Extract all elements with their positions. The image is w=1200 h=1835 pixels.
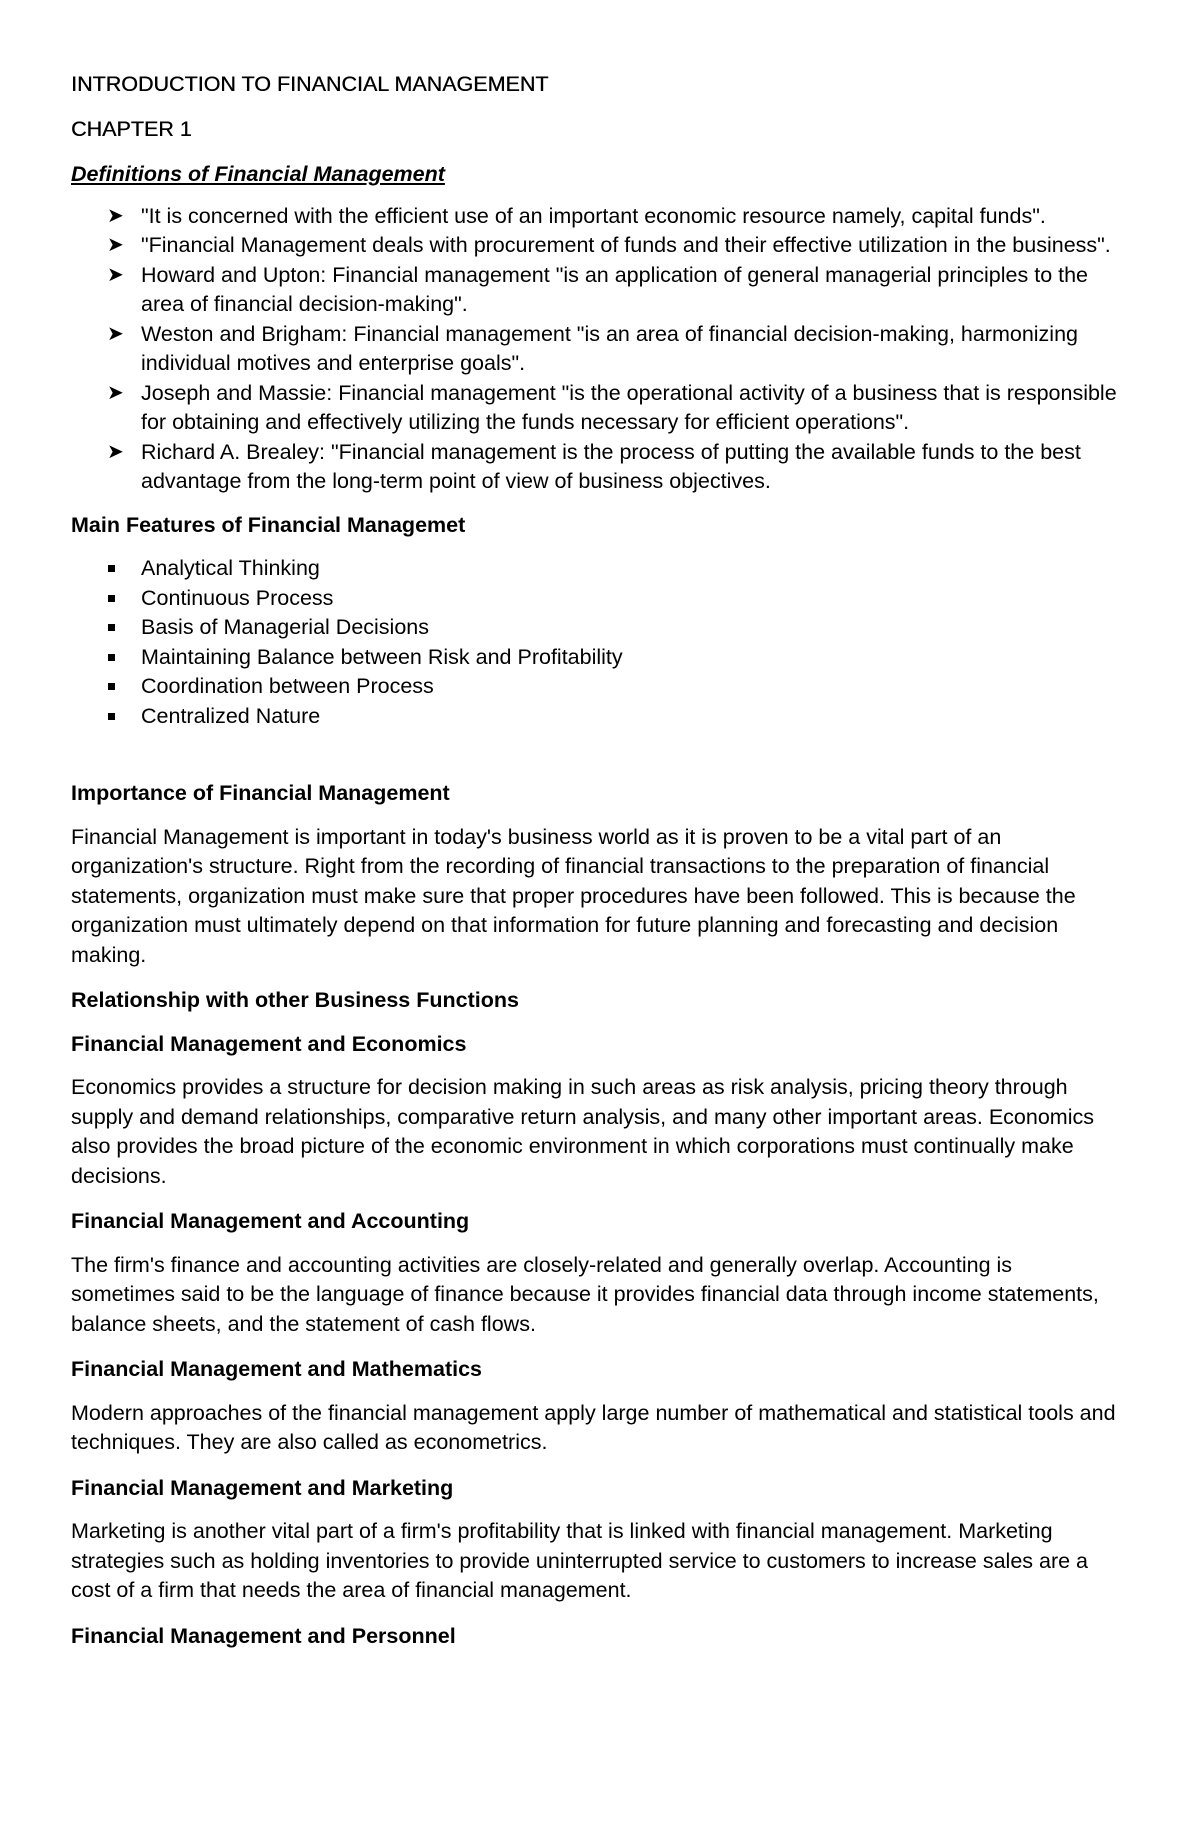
accounting-paragraph: The firm's finance and accounting activities are closely-related and generally overlap. Accounting is sometimes said to be the language of finance because it provides financial data through income statements, balance sheets, and the statement of cash flows.: [71, 1252, 1099, 1336]
accounting-heading: Financial Management and Accounting: [71, 1209, 470, 1233]
definitions-heading: Definitions of Financial Management: [71, 162, 445, 186]
list-item: Maintaining Balance between Risk and Profitability: [71, 643, 1120, 673]
square-bullet-icon: [108, 624, 115, 631]
marketing-paragraph: Marketing is another vital part of a firm's profitability that is linked with financial management. Marketing strategies such as holding inventories to provide uninterrupted service to customers to increase sales are a cost of a firm that needs the area of financial management.: [71, 1519, 1089, 1602]
list-item: Coordination between Process: [71, 672, 1120, 702]
chapter-label: CHAPTER 1: [71, 117, 192, 141]
square-bullet-icon: [108, 713, 115, 720]
square-bullet-icon: [108, 654, 115, 661]
list-item: Continuous Process: [71, 584, 1120, 614]
personnel-heading: Financial Management and Personnel: [71, 1623, 456, 1648]
list-item: ➤ Richard A. Brealey: "Financial management is the process of putting the available funds to the best advantage from the long-term point of view of business objectives.: [107, 439, 1081, 493]
mathematics-paragraph: Modern approaches of the financial management apply large number of mathematical and statistical tools and techniques. They are also called as econometrics.: [71, 1400, 1116, 1454]
features-heading: Main Features of Financial Managemet: [71, 512, 466, 537]
list-item: Analytical Thinking: [71, 554, 1120, 584]
arrow-bullet-icon: ➤: [107, 381, 124, 404]
arrow-bullet-icon: ➤: [107, 322, 124, 345]
arrow-bullet-icon: ➤: [107, 263, 124, 286]
document-title: INTRODUCTION TO FINANCIAL MANAGEMENT: [71, 72, 549, 96]
square-bullet-icon: [108, 565, 115, 572]
marketing-heading: Financial Management and Marketing: [71, 1475, 454, 1500]
economics-heading: Financial Management and Economics: [71, 1031, 467, 1056]
list-item: Basis of Managerial Decisions: [71, 613, 1120, 643]
arrow-bullet-icon: ➤: [107, 204, 124, 227]
mathematics-heading: Financial Management and Mathematics: [71, 1357, 482, 1381]
square-bullet-icon: [108, 595, 115, 602]
importance-heading: Importance of Financial Management: [71, 781, 450, 805]
economics-paragraph: Economics provides a structure for decision making in such areas as risk analysis, pricing theory through supply and demand relationships, comparative return analysis, and many other important areas. Economics also provides the broad picture of the economic environment in which corporations must continually make decisions.: [71, 1075, 1094, 1188]
features-list: [71, 554, 1120, 731]
arrow-bullet-icon: ➤: [107, 234, 124, 256]
importance-paragraph: Financial Management is important in today's business world as it is proven to be a vital part of an organization's structure. Right from the recording of financial transactions to the preparation of financial statements, organization must make sure that proper procedures have been followed. This is because the organization must ultimately depend on that information for future planning and forecasting and decision making.: [71, 824, 1076, 967]
relationship-heading: Relationship with other Business Functions: [71, 988, 519, 1012]
definitions-list: [71, 202, 1120, 497]
square-bullet-icon: [108, 683, 115, 690]
arrow-bullet-icon: ➤: [107, 440, 124, 463]
list-item: ➤ Weston and Brigham: Financial management "is an area of financial decision-making, harmonizing individual motives and enterprise goals".: [107, 321, 1079, 375]
list-item: ➤ "Financial Management deals with procurement of funds and their effective utilization in the business".: [71, 231, 1120, 261]
list-item: ➤ "It is concerned with the efficient use of an important economic resource namely, capital funds".: [71, 202, 1120, 232]
list-item: Centralized Nature: [71, 702, 1120, 732]
list-item: ➤ Howard and Upton: Financial management "is an application of general managerial principles to the area of financial decision-making".: [107, 262, 1089, 316]
list-item: ➤ Joseph and Massie: Financial management "is the operational activity of a business that is responsible for obtaining and effectively utilizing the funds necessary for efficient operations".: [107, 380, 1117, 434]
